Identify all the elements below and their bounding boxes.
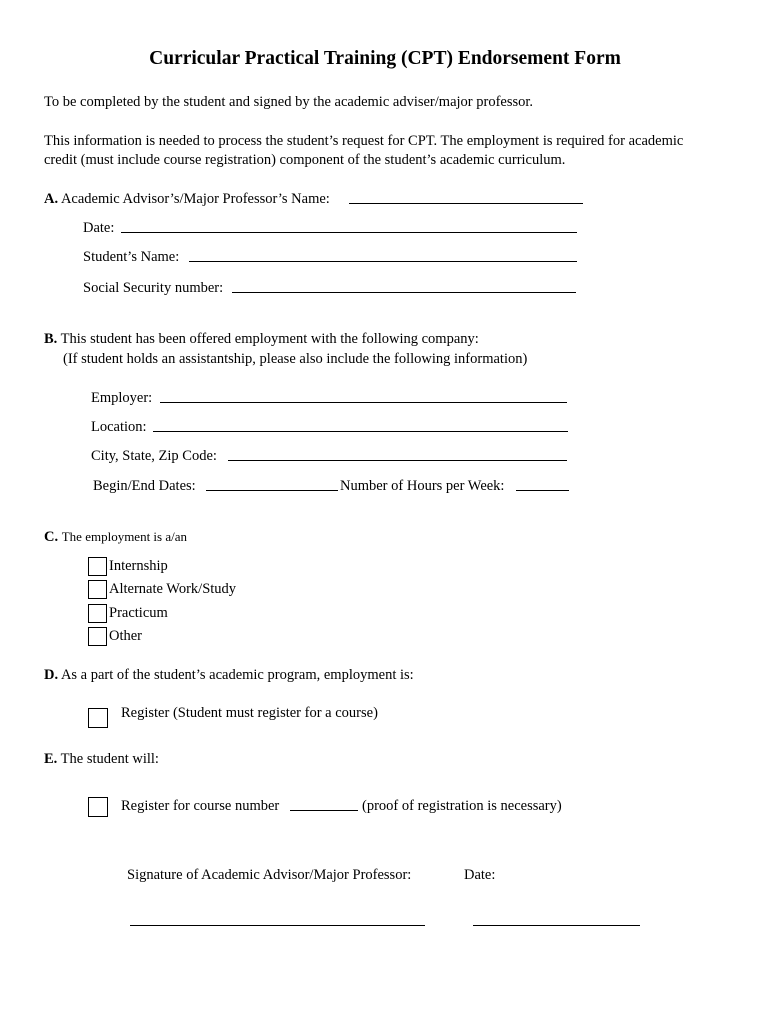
signature-date-label: Date:: [464, 867, 496, 883]
section-c-heading: [44, 528, 187, 546]
section-c-letter: C.: [44, 529, 59, 545]
city-state-zip-field[interactable]: [228, 460, 567, 461]
ssn-field[interactable]: [232, 292, 576, 293]
register-course-option-label: Register (Student must register for a course): [121, 705, 378, 721]
register-course-checkbox[interactable]: [88, 708, 108, 728]
location-label: Location:: [91, 419, 147, 435]
section-c-text: The employment is a/an: [61, 529, 188, 544]
date-label: Date:: [83, 220, 115, 236]
intro-instructions: To be completed by the student and signed by the academic adviser/major professor.: [44, 94, 534, 110]
begin-end-dates-label: Begin/End Dates:: [93, 478, 196, 494]
alternate-work-study-option-label: Alternate Work/Study: [109, 581, 237, 597]
section-e-heading: [44, 750, 159, 768]
student-name-label: Student’s Name:: [83, 249, 180, 265]
employer-field[interactable]: [160, 402, 567, 403]
course-number-field[interactable]: [290, 810, 358, 811]
internship-option-label: Internship: [109, 558, 168, 574]
intro-purpose-line-2: credit (must include course registration) component of the student’s academic curriculum.: [44, 152, 566, 168]
hours-per-week-label: Number of Hours per Week:: [340, 478, 505, 494]
advisor-name-label: Academic Advisor’s/Major Professor’s Name:: [60, 191, 330, 207]
other-option-label: Other: [109, 628, 143, 644]
employer-label: Employer:: [91, 390, 153, 406]
advisor-signature-label: Signature of Academic Advisor/Major Professor:: [127, 867, 412, 883]
practicum-option-label: Practicum: [109, 605, 168, 621]
form-title: Curricular Practical Training (CPT) Endorsement Form: [149, 48, 621, 69]
student-name-field[interactable]: [189, 261, 577, 262]
section-d-heading: [44, 666, 414, 684]
section-b-note: (If student holds an assistantship, please also include the following information): [63, 351, 528, 367]
begin-end-dates-field[interactable]: [206, 490, 338, 491]
register-course-number-label: Register for course number: [121, 798, 280, 814]
location-field[interactable]: [153, 431, 568, 432]
ssn-label: Social Security number:: [83, 280, 224, 296]
advisor-name-field[interactable]: [349, 203, 583, 204]
section-b-heading: [44, 330, 479, 348]
section-e-letter: E.: [44, 751, 58, 767]
register-course-number-checkbox[interactable]: [88, 797, 108, 817]
section-d-text: As a part of the student’s academic program, employment is:: [60, 667, 414, 683]
other-checkbox[interactable]: [88, 627, 107, 646]
section-e-text: The student will:: [60, 751, 159, 767]
advisor-signature-field[interactable]: [130, 925, 425, 926]
section-b-letter: B.: [44, 331, 58, 347]
signature-date-field[interactable]: [473, 925, 640, 926]
internship-checkbox[interactable]: [88, 557, 107, 576]
proof-of-registration-note: (proof of registration is necessary): [362, 798, 562, 814]
section-d-letter: D.: [44, 667, 59, 683]
hours-per-week-field[interactable]: [516, 490, 569, 491]
practicum-checkbox[interactable]: [88, 604, 107, 623]
section-b-text: This student has been offered employment with the following company:: [60, 331, 479, 347]
date-field[interactable]: [121, 232, 577, 233]
section-a-letter: A.: [44, 191, 59, 207]
city-state-zip-label: City, State, Zip Code:: [91, 448, 217, 464]
intro-purpose-line-1: This information is needed to process the student’s request for CPT. The employment is required for academic: [44, 133, 684, 149]
alternate-work-study-checkbox[interactable]: [88, 580, 107, 599]
section-a-advisor-row: [44, 190, 330, 208]
